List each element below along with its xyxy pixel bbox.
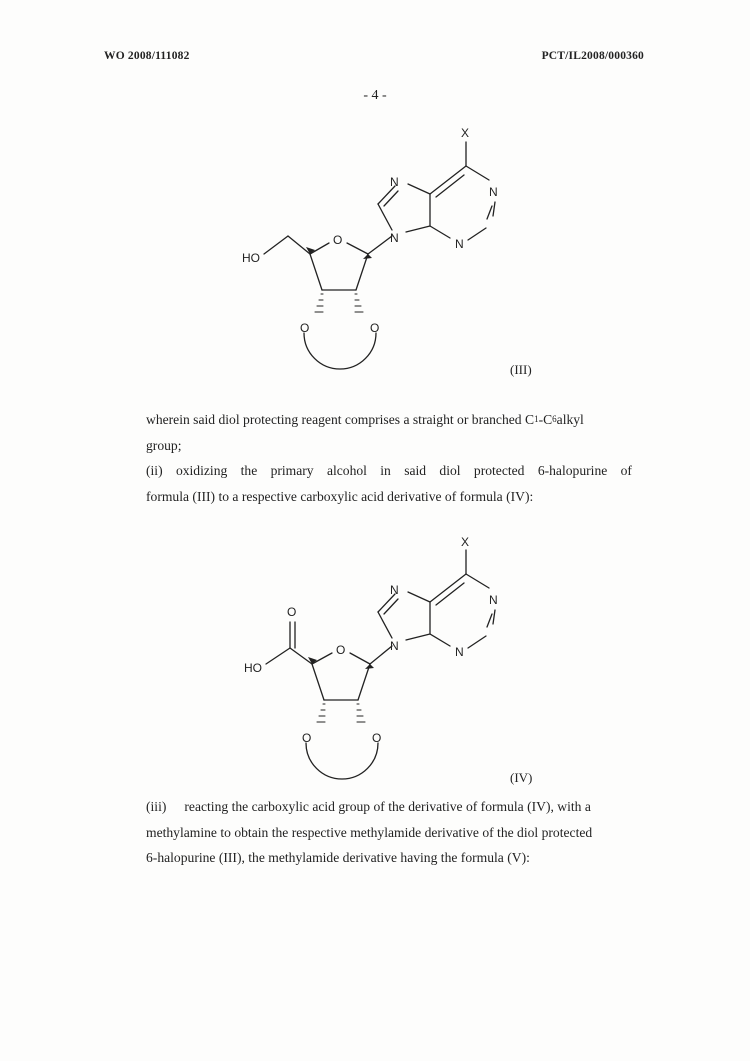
step-2-line-1: (ii) oxidizing the primary alcohol in said diol protected 6-halopurine of	[146, 463, 632, 478]
application-number: PCT/IL2008/000360	[541, 50, 644, 62]
step-2-line-2: formula (III) to a respective carboxylic acid derivative of formula (IV):	[146, 488, 534, 504]
atom-n7: N	[390, 175, 399, 189]
atom-n9: N	[390, 231, 399, 245]
atom-o3: O	[372, 731, 382, 745]
text-line: group;	[146, 437, 182, 453]
paragraph-2	[146, 794, 632, 871]
paragraph-1	[146, 407, 632, 509]
atom-ring-oxygen: O	[333, 233, 343, 247]
formula-3-label: (III)	[510, 362, 532, 377]
structure-formula-4	[230, 530, 550, 790]
atom-x: X	[461, 126, 470, 140]
atom-o3: O	[370, 321, 380, 335]
atom-hydroxyl: HO	[242, 251, 260, 265]
atom-ring-oxygen: O	[336, 643, 346, 657]
atom-x: X	[461, 535, 470, 549]
atom-hydroxyl: HO	[244, 661, 262, 675]
atom-o2: O	[300, 321, 310, 335]
text-line: wherein said diol protecting reagent comprises a straight or branched C 1 -C 6 alkyl	[146, 412, 584, 427]
atom-n1: N	[489, 593, 498, 607]
structure-formula-3	[230, 120, 550, 380]
step-3-line-3: 6-halopurine (III), the methylamide derivative having the formula (V):	[146, 850, 530, 865]
atom-n9: N	[390, 639, 399, 653]
page-number: - 4 -	[363, 88, 387, 103]
atom-n3: N	[455, 237, 464, 251]
atom-carbonyl-oxygen: O	[287, 605, 297, 619]
atom-n7: N	[390, 583, 399, 597]
atom-n1: N	[489, 185, 498, 199]
publication-number: WO 2008/111082	[104, 50, 190, 62]
atom-o2: O	[302, 731, 312, 745]
step-3-line-1: (iii) reacting the carboxylic acid group of the derivative of formula (IV), with a	[146, 799, 591, 814]
formula-4-label: (IV)	[510, 770, 533, 785]
atom-n3: N	[455, 645, 464, 659]
step-3-line-2: methylamine to obtain the respective methylamide derivative of the diol protected	[146, 824, 593, 840]
